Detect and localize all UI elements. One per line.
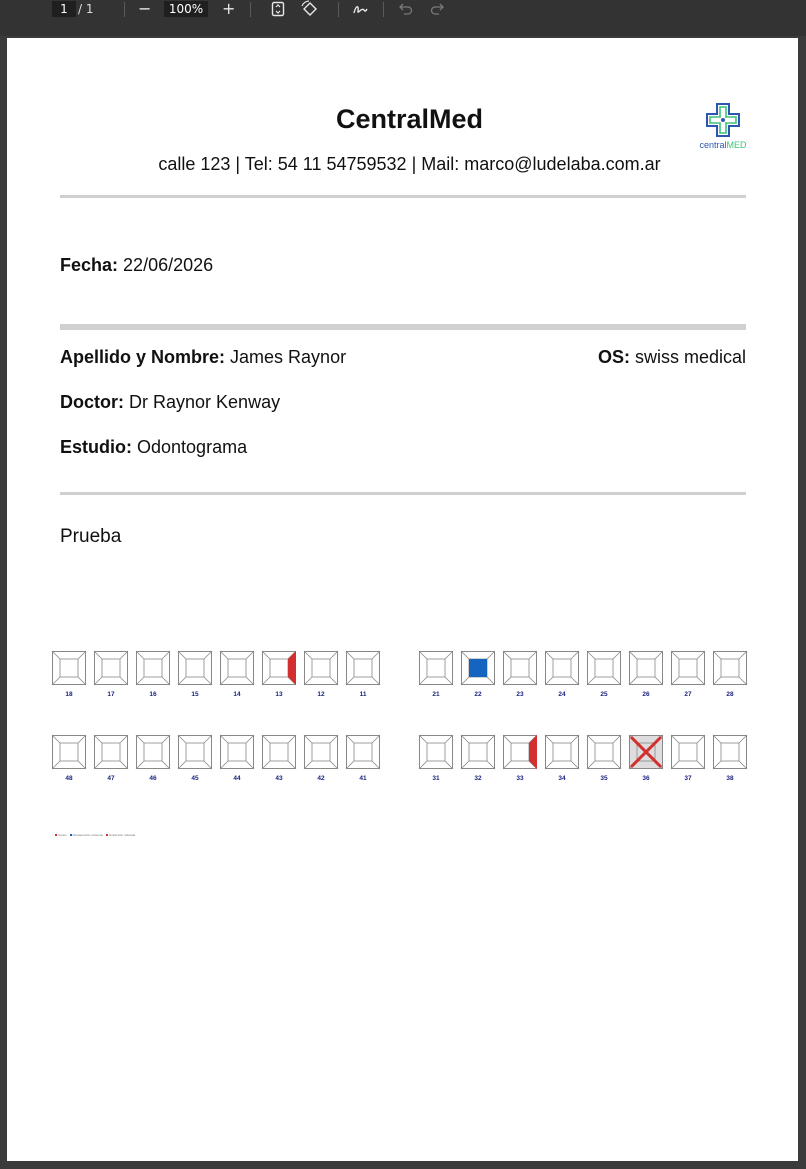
tooth-38-center[interactable] bbox=[721, 743, 739, 761]
tooth-number-label: 22 bbox=[474, 691, 482, 698]
tooth-28-center[interactable] bbox=[721, 659, 739, 677]
tooth-44-face-line bbox=[246, 735, 254, 743]
tooth-35-face-line bbox=[613, 735, 621, 743]
zoom-level-input[interactable]: 100% bbox=[164, 1, 208, 17]
tooth-43-face-line bbox=[262, 761, 270, 769]
tooth-11-face-line bbox=[346, 651, 354, 659]
tooth-45-center[interactable] bbox=[186, 743, 204, 761]
tooth-46-face-line bbox=[136, 761, 144, 769]
legend-label: Extracción indicada bbox=[109, 833, 136, 837]
draw-icon[interactable] bbox=[352, 1, 368, 21]
date-value: 22/06/2026 bbox=[123, 255, 214, 275]
tooth-21-face-line bbox=[419, 677, 427, 685]
tooth-14-face-line bbox=[220, 651, 228, 659]
tooth-46-face-line bbox=[162, 761, 170, 769]
tooth-17-face-line bbox=[120, 677, 128, 685]
tooth-11-center[interactable] bbox=[354, 659, 372, 677]
tooth-43-center[interactable] bbox=[270, 743, 288, 761]
tooth-number-label: 38 bbox=[726, 775, 734, 782]
tooth-22-face-line bbox=[461, 677, 469, 685]
tooth-23-face-line bbox=[503, 651, 511, 659]
tooth-24-face-line bbox=[571, 677, 579, 685]
tooth-15-center[interactable] bbox=[186, 659, 204, 677]
tooth-16-face-line bbox=[162, 651, 170, 659]
redo-icon[interactable] bbox=[430, 2, 444, 22]
tooth-26-face-line bbox=[655, 677, 663, 685]
tooth-number-label: 43 bbox=[275, 775, 283, 782]
tooth-number-label: 11 bbox=[359, 691, 367, 698]
tooth-23-center[interactable] bbox=[511, 659, 529, 677]
tooth-37-face-line bbox=[671, 761, 679, 769]
tooth-31-face-line bbox=[419, 735, 427, 743]
tooth-34-center[interactable] bbox=[553, 743, 571, 761]
tooth-21-face-line bbox=[419, 651, 427, 659]
doctor-field: Doctor: Dr Raynor Kenway bbox=[60, 392, 281, 412]
tooth-46-center[interactable] bbox=[144, 743, 162, 761]
tooth-24-face-line bbox=[545, 651, 553, 659]
legend-label: Restauración existente bbox=[72, 833, 104, 837]
tooth-18-face-line bbox=[78, 651, 86, 659]
tooth-41-center[interactable] bbox=[354, 743, 372, 761]
odontogram bbox=[7, 38, 798, 838]
tooth-32-face-line bbox=[461, 735, 469, 743]
tooth-44-face-line bbox=[220, 761, 228, 769]
tooth-33-face-line bbox=[503, 735, 511, 743]
undo-icon[interactable] bbox=[399, 2, 413, 22]
tooth-45-face-line bbox=[178, 735, 186, 743]
tooth-11-face-line bbox=[372, 651, 380, 659]
tooth-25-face-line bbox=[613, 677, 621, 685]
tooth-44-face-line bbox=[220, 735, 228, 743]
tooth-48-face-line bbox=[52, 761, 60, 769]
tooth-11-face-line bbox=[372, 677, 380, 685]
page-total: / 1 bbox=[78, 2, 94, 16]
patient-name-value: James Raynor bbox=[230, 347, 347, 367]
doctor-value: Dr Raynor Kenway bbox=[129, 392, 281, 412]
tooth-32-face-line bbox=[487, 735, 495, 743]
tooth-number-label: 36 bbox=[642, 775, 650, 782]
tooth-35-face-line bbox=[613, 761, 621, 769]
tooth-number-label: 16 bbox=[149, 691, 157, 698]
tooth-21-center[interactable] bbox=[427, 659, 445, 677]
zoom-out-button[interactable]: − bbox=[138, 0, 152, 18]
tooth-43-face-line bbox=[288, 735, 296, 743]
tooth-31-center[interactable] bbox=[427, 743, 445, 761]
tooth-23-face-line bbox=[529, 677, 537, 685]
tooth-47-face-line bbox=[94, 761, 102, 769]
logo-text: centralMED bbox=[699, 140, 747, 150]
pdf-toolbar bbox=[0, 0, 806, 36]
tooth-25-face-line bbox=[613, 651, 621, 659]
tooth-25-center[interactable] bbox=[595, 659, 613, 677]
tooth-25-face-line bbox=[587, 677, 595, 685]
tooth-number-label: 15 bbox=[191, 691, 199, 698]
tooth-number-label: 18 bbox=[65, 691, 73, 698]
toolbar-divider bbox=[250, 2, 251, 17]
tooth-number-label: 13 bbox=[275, 691, 283, 698]
tooth-41-face-line bbox=[346, 735, 354, 743]
tooth-16-face-line bbox=[136, 651, 144, 659]
tooth-46-face-line bbox=[162, 735, 170, 743]
tooth-22-restoration-mark bbox=[469, 659, 487, 677]
date-field: Fecha: 22/06/2026 bbox=[60, 255, 214, 275]
tooth-16-center[interactable] bbox=[144, 659, 162, 677]
tooth-27-face-line bbox=[697, 677, 705, 685]
tooth-16-face-line bbox=[136, 677, 144, 685]
tooth-45-face-line bbox=[204, 735, 212, 743]
tooth-number-label: 25 bbox=[600, 691, 608, 698]
tooth-28-face-line bbox=[739, 651, 747, 659]
tooth-number-label: 23 bbox=[516, 691, 524, 698]
tooth-22-face-line bbox=[487, 677, 495, 685]
tooth-number-label: 42 bbox=[317, 775, 325, 782]
tooth-12-face-line bbox=[304, 677, 312, 685]
tooth-21-face-line bbox=[445, 677, 453, 685]
tooth-34-face-line bbox=[545, 735, 553, 743]
tooth-27-face-line bbox=[671, 651, 679, 659]
tooth-number-label: 34 bbox=[558, 775, 566, 782]
toolbar-divider bbox=[338, 2, 339, 17]
tooth-number-label: 33 bbox=[516, 775, 524, 782]
tooth-18-center[interactable] bbox=[60, 659, 78, 677]
legend-swatch bbox=[106, 834, 108, 836]
tooth-18-face-line bbox=[52, 677, 60, 685]
tooth-27-face-line bbox=[697, 651, 705, 659]
clinic-contact-info: calle 123 | Tel: 54 11 54759532 | Mail: marco@ludelaba.com.ar bbox=[158, 154, 661, 174]
tooth-26-face-line bbox=[655, 651, 663, 659]
tooth-42-face-line bbox=[304, 735, 312, 743]
tooth-33-center[interactable] bbox=[511, 743, 529, 761]
tooth-43-face-line bbox=[288, 761, 296, 769]
legend-swatch bbox=[70, 834, 72, 836]
tooth-47-center[interactable] bbox=[102, 743, 120, 761]
tooth-number-label: 37 bbox=[684, 775, 692, 782]
tooth-number-label: 14 bbox=[233, 691, 241, 698]
tooth-35-face-line bbox=[587, 761, 595, 769]
tooth-17-face-line bbox=[94, 651, 102, 659]
tooth-14-center[interactable] bbox=[228, 659, 246, 677]
tooth-48-face-line bbox=[52, 735, 60, 743]
tooth-28-face-line bbox=[713, 677, 721, 685]
tooth-37-face-line bbox=[697, 735, 705, 743]
tooth-25-face-line bbox=[587, 651, 595, 659]
tooth-15-face-line bbox=[204, 677, 212, 685]
tooth-26-face-line bbox=[629, 677, 637, 685]
tooth-24-face-line bbox=[571, 651, 579, 659]
tooth-38-face-line bbox=[739, 735, 747, 743]
tooth-number-label: 47 bbox=[107, 775, 115, 782]
tooth-38-face-line bbox=[739, 761, 747, 769]
tooth-number-label: 26 bbox=[642, 691, 650, 698]
tooth-26-face-line bbox=[629, 651, 637, 659]
tooth-number-label: 17 bbox=[107, 691, 115, 698]
tooth-number-label: 24 bbox=[558, 691, 566, 698]
tooth-number-label: 12 bbox=[317, 691, 325, 698]
zoom-in-button[interactable]: + bbox=[222, 0, 236, 18]
tooth-35-face-line bbox=[587, 735, 595, 743]
tooth-number-label: 45 bbox=[191, 775, 199, 782]
tooth-28-face-line bbox=[713, 651, 721, 659]
tooth-42-face-line bbox=[304, 761, 312, 769]
tooth-13-center[interactable] bbox=[270, 659, 288, 677]
rotate-icon[interactable] bbox=[300, 0, 320, 20]
tooth-11-face-line bbox=[346, 677, 354, 685]
toolbar-divider bbox=[124, 2, 125, 17]
tooth-number-label: 44 bbox=[233, 775, 241, 782]
study-value: Odontograma bbox=[137, 437, 248, 457]
tooth-42-face-line bbox=[330, 735, 338, 743]
tooth-32-face-line bbox=[487, 761, 495, 769]
tooth-14-face-line bbox=[246, 677, 254, 685]
tooth-18-face-line bbox=[78, 677, 86, 685]
tooth-46-face-line bbox=[136, 735, 144, 743]
tooth-number-label: 31 bbox=[432, 775, 440, 782]
tooth-12-face-line bbox=[330, 651, 338, 659]
tooth-12-center[interactable] bbox=[312, 659, 330, 677]
tooth-48-face-line bbox=[78, 735, 86, 743]
tooth-15-face-line bbox=[178, 677, 186, 685]
tooth-21-face-line bbox=[445, 651, 453, 659]
tooth-42-center[interactable] bbox=[312, 743, 330, 761]
page-number-input[interactable]: 1 bbox=[52, 1, 76, 17]
tooth-38-face-line bbox=[713, 761, 721, 769]
tooth-41-face-line bbox=[372, 761, 380, 769]
tooth-33-face-line bbox=[503, 761, 511, 769]
tooth-31-face-line bbox=[445, 761, 453, 769]
tooth-23-face-line bbox=[529, 651, 537, 659]
tooth-number-label: 27 bbox=[684, 691, 692, 698]
tooth-16-face-line bbox=[162, 677, 170, 685]
insurance-field: OS: swiss medical bbox=[597, 347, 746, 367]
tooth-37-face-line bbox=[671, 735, 679, 743]
tooth-12-face-line bbox=[304, 651, 312, 659]
tooth-44-face-line bbox=[246, 761, 254, 769]
tooth-26-center[interactable] bbox=[637, 659, 655, 677]
tooth-43-face-line bbox=[262, 735, 270, 743]
tooth-number-label: 28 bbox=[726, 691, 734, 698]
tooth-38-face-line bbox=[713, 735, 721, 743]
tooth-number-label: 35 bbox=[600, 775, 608, 782]
tooth-13-caries-mark bbox=[288, 651, 296, 685]
tooth-number-label: 41 bbox=[359, 775, 367, 782]
patient-name-field: Apellido y Nombre: James Raynor bbox=[60, 347, 347, 367]
tooth-37-center[interactable] bbox=[679, 743, 697, 761]
tooth-22-face-line bbox=[487, 651, 495, 659]
tooth-17-face-line bbox=[94, 677, 102, 685]
tooth-number-label: 48 bbox=[65, 775, 73, 782]
tooth-45-face-line bbox=[178, 761, 186, 769]
tooth-27-center[interactable] bbox=[679, 659, 697, 677]
tooth-41-face-line bbox=[372, 735, 380, 743]
tooth-33-caries-mark bbox=[529, 735, 537, 769]
tooth-31-face-line bbox=[419, 761, 427, 769]
clinic-name: CentralMed bbox=[335, 104, 484, 134]
legend-swatch bbox=[55, 834, 57, 836]
tooth-14-face-line bbox=[246, 651, 254, 659]
study-field: Estudio: Odontograma bbox=[60, 437, 248, 457]
tooth-18-face-line bbox=[52, 651, 60, 659]
insurance-value: swiss medical bbox=[634, 347, 746, 367]
tooth-41-face-line bbox=[346, 761, 354, 769]
tooth-number-label: 21 bbox=[432, 691, 440, 698]
tooth-number-label: 46 bbox=[149, 775, 157, 782]
tooth-45-face-line bbox=[204, 761, 212, 769]
tooth-23-face-line bbox=[503, 677, 511, 685]
notes-text: Prueba bbox=[60, 526, 122, 547]
tooth-13-face-line bbox=[262, 651, 270, 659]
tooth-14-face-line bbox=[220, 677, 228, 685]
tooth-12-face-line bbox=[330, 677, 338, 685]
fit-page-icon[interactable] bbox=[271, 1, 285, 21]
tooth-15-face-line bbox=[204, 651, 212, 659]
odontogram-legend bbox=[52, 833, 135, 837]
tooth-47-face-line bbox=[120, 761, 128, 769]
tooth-24-face-line bbox=[545, 677, 553, 685]
tooth-24-center[interactable] bbox=[553, 659, 571, 677]
tooth-28-face-line bbox=[739, 677, 747, 685]
tooth-48-face-line bbox=[78, 761, 86, 769]
tooth-34-face-line bbox=[571, 735, 579, 743]
tooth-47-face-line bbox=[120, 735, 128, 743]
document-page bbox=[7, 38, 798, 1161]
tooth-number-label: 32 bbox=[474, 775, 482, 782]
legend-label: Caries bbox=[58, 833, 67, 837]
tooth-47-face-line bbox=[94, 735, 102, 743]
tooth-17-face-line bbox=[120, 651, 128, 659]
tooth-22-face-line bbox=[461, 651, 469, 659]
toolbar-divider bbox=[383, 2, 384, 17]
tooth-32-center[interactable] bbox=[469, 743, 487, 761]
tooth-31-face-line bbox=[445, 735, 453, 743]
tooth-17-center[interactable] bbox=[102, 659, 120, 677]
tooth-48-center[interactable] bbox=[60, 743, 78, 761]
tooth-44-center[interactable] bbox=[228, 743, 246, 761]
tooth-13-face-line bbox=[262, 677, 270, 685]
tooth-37-face-line bbox=[697, 761, 705, 769]
tooth-32-face-line bbox=[461, 761, 469, 769]
tooth-35-center[interactable] bbox=[595, 743, 613, 761]
tooth-34-face-line bbox=[545, 761, 553, 769]
tooth-34-face-line bbox=[571, 761, 579, 769]
tooth-15-face-line bbox=[178, 651, 186, 659]
tooth-42-face-line bbox=[330, 761, 338, 769]
tooth-27-face-line bbox=[671, 677, 679, 685]
